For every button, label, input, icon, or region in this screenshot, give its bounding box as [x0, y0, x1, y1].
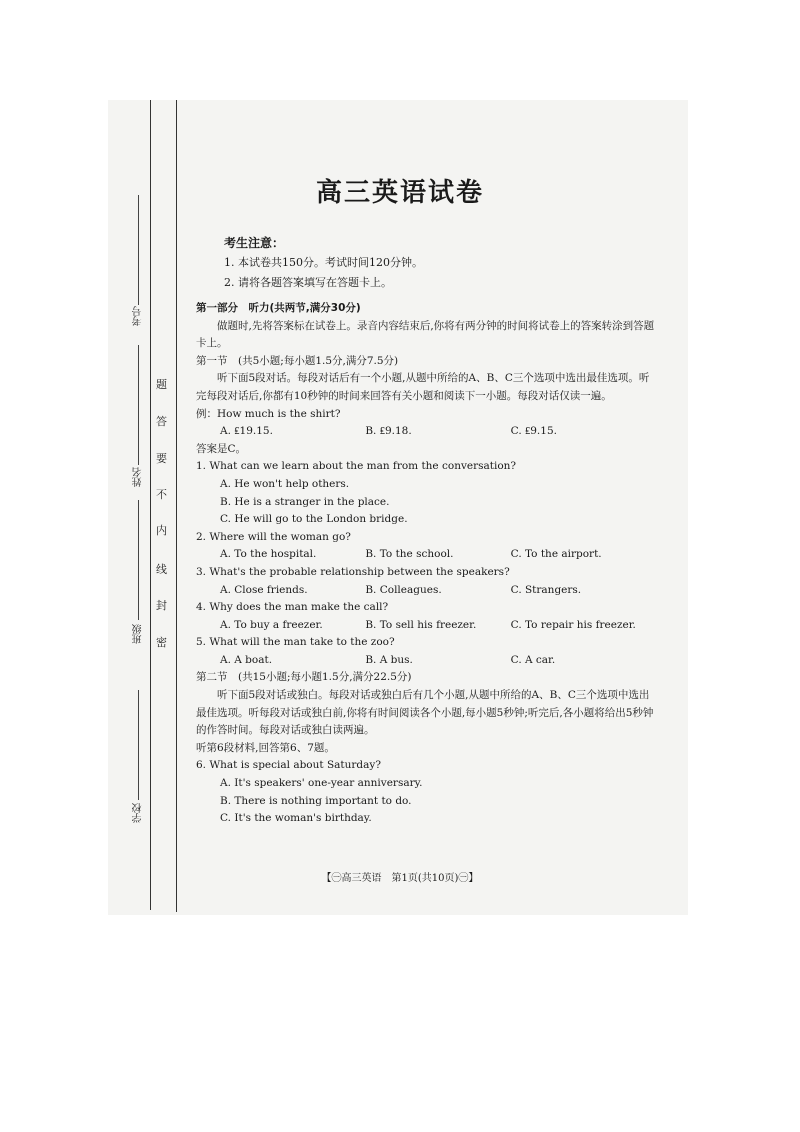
option: C. To the airport. — [510, 548, 602, 561]
seal-char: 要 — [156, 452, 167, 465]
school-field-line — [138, 690, 139, 800]
question-3: 3. What's the probable relationship between the speakers? — [196, 565, 510, 578]
exam-no-label: 考号 — [133, 306, 144, 326]
binding-line-outer — [150, 100, 151, 910]
example-options — [196, 423, 656, 441]
notice-block — [224, 233, 423, 293]
name-label: 姓名 — [133, 467, 144, 487]
option: B. He is a stranger in the place. — [220, 495, 390, 508]
option: B. A bus. — [365, 653, 413, 666]
question-4: 4. Why does the man make the call? — [196, 601, 389, 614]
section2-heading: 第二节 (共15小题;每小题1.5分,满分22.5分) — [196, 671, 412, 684]
section1-intro: 听下面5段对话。每段对话后有一个小题,从题中所给的A、B、C三个选项中选出最佳选项。听完每段对话后,你都有10秒钟的时间来回答有关小题和阅读下一小题。每段对话仅读一遍。 — [196, 372, 650, 402]
seal-char: 内 — [156, 524, 167, 537]
section2-intro: 听下面5段对话或独白。每段对话或独白后有几个小题,从题中所给的A、B、C三个选项中选出最佳选项。听每段对话或独白前,你将有时间阅读各个小题,每小题5秒钟;听完后,各小题将给出5秒钟的作答时间。每段对话或独白读两遍。 — [196, 689, 654, 737]
seal-char: 答 — [156, 415, 167, 428]
option: C. A car. — [510, 653, 556, 666]
exam-title: 高三英语试卷 — [315, 178, 484, 208]
question-2-options — [196, 546, 656, 564]
notice-item: 2. 请将各题答案填写在答题卡上。 — [224, 276, 392, 289]
question-6: 6. What is special about Saturday? — [196, 759, 381, 772]
question-4-options — [196, 617, 656, 635]
option: B. To sell his freezer. — [365, 618, 477, 631]
class-field-line — [138, 500, 139, 620]
page-footer: 【㊀高三英语 第1页(共10页)㊀】 — [321, 873, 479, 884]
option: A. A boat. — [220, 653, 273, 666]
question-5-options — [196, 652, 656, 670]
material-6-instruction: 听第6段材料,回答第6、7题。 — [196, 741, 335, 754]
option: C. It's the woman's birthday. — [220, 812, 372, 825]
question-2: 2. Where will the woman go? — [196, 530, 351, 543]
class-label: 班级 — [133, 624, 144, 644]
option: B. ₤9.18. — [365, 425, 412, 438]
notice-item: 1. 本试卷共150分。考试时间120分钟。 — [224, 256, 423, 269]
option: C. Strangers. — [510, 583, 582, 596]
example-question: 例：How much is the shirt? — [196, 407, 341, 420]
seal-char: 密 — [156, 636, 167, 649]
exam-no-field-line — [138, 195, 139, 305]
option: C. To repair his freezer. — [510, 618, 636, 631]
seal-char: 不 — [156, 488, 167, 501]
option: A. It's speakers' one-year anniversary. — [220, 777, 423, 790]
option: B. Colleagues. — [365, 583, 442, 596]
option: B. To the school. — [365, 548, 454, 561]
school-label: 学校 — [133, 803, 144, 823]
binding-line-inner — [176, 100, 177, 912]
option: A. ₤19.15. — [220, 425, 273, 438]
question-1: 1. What can we learn about the man from the conversation? — [196, 460, 517, 473]
seal-char: 线 — [156, 563, 167, 576]
option: C. ₤9.15. — [510, 425, 557, 438]
part1-intro: 做题时,先将答案标在试卷上。录音内容结束后,你将有两分钟的时间将试卷上的答案转涂到答题卡上。 — [196, 319, 655, 350]
seal-char: 封 — [156, 599, 167, 612]
option: A. Close friends. — [220, 583, 308, 596]
notice-heading: 考生注意： — [224, 236, 285, 250]
seal-char: 题 — [156, 378, 167, 391]
listening-part — [196, 300, 656, 828]
option: A. He won't help others. — [220, 477, 350, 490]
question-5: 5. What will the man take to the zoo? — [196, 636, 395, 649]
option: A. To the hospital. — [220, 548, 317, 561]
option: A. To buy a freezer. — [220, 618, 323, 631]
name-field-line — [138, 345, 139, 465]
example-answer: 答案是C。 — [196, 442, 247, 455]
part1-heading: 第一部分 听力(共两节,满分30分) — [196, 302, 361, 314]
option: B. There is nothing important to do. — [220, 794, 412, 807]
section1-heading: 第一节 (共5小题;每小题1.5分,满分7.5分) — [196, 354, 399, 367]
option: C. He will go to the London bridge. — [220, 513, 408, 526]
question-3-options — [196, 582, 656, 600]
